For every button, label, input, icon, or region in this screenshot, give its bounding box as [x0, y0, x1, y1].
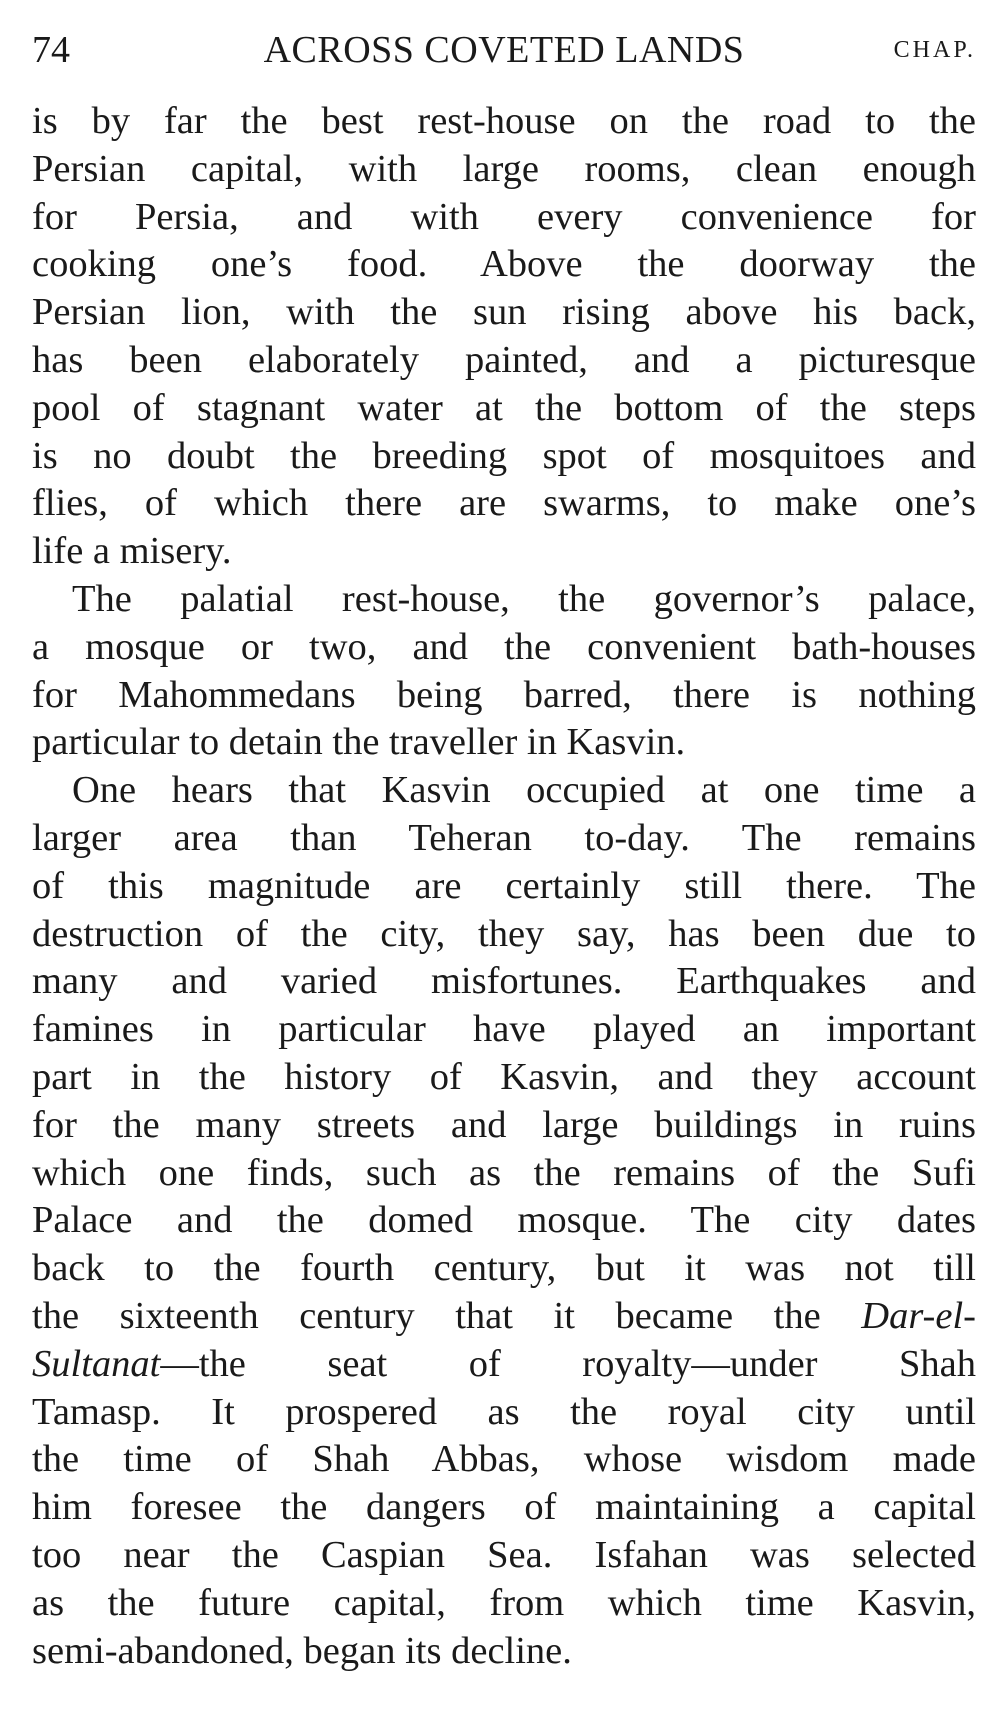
text-line: back to the fourth century, but it was not till [32, 1247, 976, 1290]
text-span: the sixteenth century that it became the [32, 1294, 862, 1337]
book-page [32, 22, 976, 1675]
text-line: which one finds, such as the remains of the Sufi [32, 1151, 976, 1194]
text-line: One hears that Kasvin occupied at one time a [72, 769, 976, 812]
body-text [32, 98, 976, 1675]
text-line: flies, of which there are swarms, to make one’s [32, 482, 976, 525]
running-title: ACROSS COVETED LANDS [263, 29, 745, 71]
text-line: as the future capital, from which time Kasvin, [32, 1581, 976, 1624]
text-line: of this magnitude are certainly still there. The [32, 864, 976, 907]
text-line-mixed [32, 1293, 976, 1341]
paragraph-1 [32, 98, 976, 576]
text-line: too near the Caspian Sea. Isfahan was selected [32, 1533, 976, 1576]
text-line-mixed [32, 1341, 976, 1389]
italic-term: Sultanat [32, 1342, 161, 1385]
text-line: a mosque or two, and the convenient bath-houses [32, 625, 976, 668]
text-line: famines in particular have played an important [32, 1008, 976, 1051]
text-line: for the many streets and large buildings in ruins [32, 1103, 976, 1146]
paragraph-3 [32, 767, 976, 1675]
running-head [32, 22, 976, 78]
text-line: destruction of the city, they say, has been due to [32, 912, 976, 955]
text-line: The palatial rest-house, the governor’s palace, [72, 577, 976, 620]
text-line: part in the history of Kasvin, and they account [32, 1055, 976, 1098]
text-line: life a misery. [32, 530, 232, 573]
text-line: is no doubt the breeding spot of mosquitoes and [32, 434, 976, 477]
text-line: the time of Shah Abbas, whose wisdom made [32, 1438, 976, 1481]
text-line: for Mahommedans being barred, there is nothing [32, 673, 976, 716]
text-line: pool of stagnant water at the bottom of the steps [32, 386, 976, 429]
text-line: larger area than Teheran to-day. The remains [32, 816, 976, 859]
text-span: —the seat of royalty—under Shah [160, 1342, 976, 1385]
text-line: for Persia, and with every convenience for [32, 195, 976, 238]
text-line: Persian lion, with the sun rising above his back, [32, 291, 976, 334]
text-line: has been elaborately painted, and a picturesque [32, 338, 976, 381]
text-line: particular to detain the traveller in Kasvin. [32, 721, 686, 764]
text-line: semi-abandoned, began its decline. [32, 1629, 572, 1672]
text-line: cooking one’s food. Above the doorway the [32, 243, 976, 286]
text-line: Persian capital, with large rooms, clean enough [32, 147, 976, 190]
text-line: is by far the best rest-house on the road to the [32, 100, 976, 142]
page-number: 74 [32, 29, 70, 71]
text-line: many and varied misfortunes. Earthquakes and [32, 960, 976, 1003]
text-line: Tamasp. It prospered as the royal city until [32, 1390, 976, 1433]
italic-term: Dar-el- [861, 1294, 976, 1337]
chapter-label: CHAP. [893, 37, 976, 63]
text-line: him foresee the dangers of maintaining a capital [32, 1486, 976, 1529]
paragraph-2 [32, 576, 976, 767]
text-line: Palace and the domed mosque. The city dates [32, 1199, 976, 1242]
